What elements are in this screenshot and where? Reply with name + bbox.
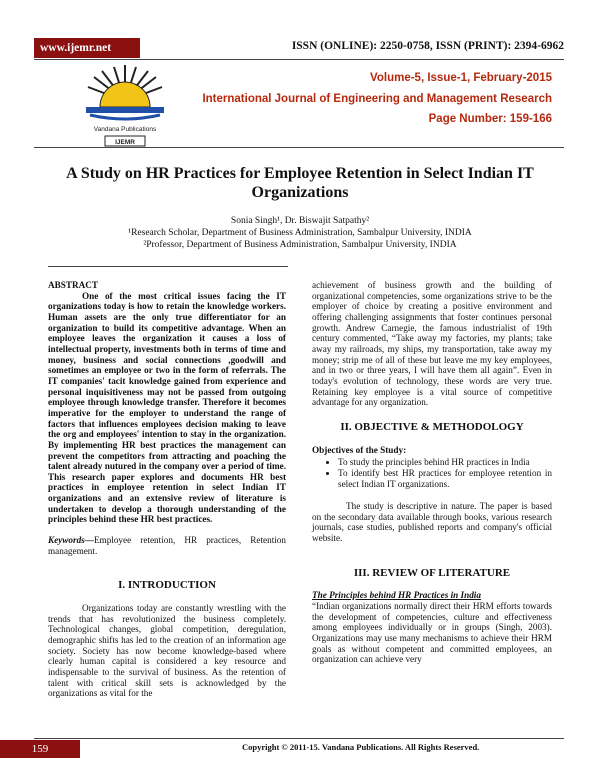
objective-item: • To study the principles behind HR practices in India	[338, 457, 552, 468]
header-rule	[34, 59, 564, 60]
objective-heading: II. OBJECTIVE & METHODOLOGY	[340, 420, 524, 433]
affiliation-2: ²Professor, Department of Business Administration, Sambalpur University, INDIA	[143, 240, 457, 250]
site-url: www.ijemr.net	[34, 38, 140, 58]
issn-text: ISSN (ONLINE): 2250-0758, ISSN (PRINT): 2394-6962	[291, 40, 564, 52]
abstract-body: One of the most critical issues facing the IT organizations today is how to retain the knowledge workers. Human assets are the only true differentiator for an organization to build its competitive advantage. When an employee leaves the organization it causes a loss of intellectual property, investments both in terms of time and money, business and social connections ,goodwill and sometimes an employee or two in the form of referrals. The IT companies' tacit knowledge gained from experience and personal inquisitiveness may not be passed from outgoing employee through knowledge transfer. Therefore it becomes imperative for the employer to understand the range of factors that influences employees decision making to leave the org and employees' intention to stay in the organization. By implementing HR best practices the management can prevent the competitors from attracting and poaching the talent already nutured in the company over a period of time. This research paper explores and documents HR best practices in employee retention in select Indian IT organizations and an extensive review of literature is undertaken to develop a thorough understanding of the principles behind these HR best practices.	[48, 290, 286, 525]
introduction-heading: I. INTRODUCTION	[118, 579, 216, 592]
objective-item: • To identify best HR practices for employee retention in select Indian IT organizations.	[338, 468, 552, 489]
review-subheading: The Principles behind HR Practices in India	[312, 590, 481, 601]
left-column	[48, 280, 286, 699]
objectives-list	[312, 457, 552, 489]
abstract-rule	[48, 266, 288, 267]
abstract-heading: ABSTRACT	[48, 280, 99, 290]
keywords-text: Employee retention, HR practices, Retention management.	[48, 535, 286, 556]
footer-rule	[34, 738, 564, 739]
review-body: “Indian organizations normally direct their HRM efforts towards the development of competencies, culture and effectiveness among employees individually or in groups (Singh, 2003). Organizations may use many mechanisms to achieve their HRM goals as without competent and committed employees, an organization can achieve very	[312, 601, 552, 665]
affiliation-1: ¹Research Scholar, Department of Business Administration, Sambalpur University, INDIA	[128, 228, 472, 238]
copyright-text: Copyright © 2011-15. Vandana Publications. All Rights Reserved.	[242, 742, 480, 752]
methodology-paragraph: The study is descriptive in nature. The paper is based on the secondary data available through books, various research journals, case studies, published reports and company's official website.	[312, 501, 552, 544]
introduction-body: Organizations today are constantly wrestling with the trends that has revolutionized the business completely. Technological changes, global competition, deregulation, demographic shifts has led to the creation of an information age society. Society has now become knowledge-based where clearly human capital is considered a key resource and indispensable to the survival of business. As the retention of talent with critical skill sets is acknowledged by the organizations as vital for the	[48, 603, 286, 699]
right-column	[312, 280, 552, 665]
header-bar	[34, 38, 564, 58]
publisher-logo	[80, 61, 170, 147]
footer-page-number: 159	[0, 740, 80, 758]
logo-text-journal: IJEMR	[115, 139, 135, 146]
paper-title: A Study on HR Practices for Employee Retention in Select Indian IT Organizations	[66, 165, 534, 201]
authors: Sonia Singh¹, Dr. Biswajit Satpathy²	[230, 216, 370, 226]
review-heading: III. REVIEW OF LITERATURE	[353, 566, 511, 579]
sun-logo-icon	[80, 61, 170, 147]
objectives-label: Objectives of the Study:	[312, 444, 407, 455]
keywords-label: Keywords—	[48, 535, 94, 546]
author-block	[60, 215, 540, 251]
right-continuation: achievement of business growth and the building of organizational competencies, some organizations strive to be the employer of choice by creating a positive environment and offering challenging assignments that foster continues personal growth. Andrew Carnegie, the famous industrialist of 19th century commented, “Take away my factories, my plants; take away my railroads, my ships, my transportation, take away my money; strip me of all of these but leave me my key employees, and in two or three years, I will have them all again”. Even in today's evolution of technology, these words are very true. Retaining key employee is a vital source of competitive advantage for any organization.	[312, 280, 552, 408]
journal-name: International Journal of Engineering and Management Research	[202, 93, 552, 105]
keywords-paragraph	[48, 535, 286, 556]
header-bottom-rule	[34, 147, 564, 148]
logo-text-publisher: Vandana Publications	[93, 126, 157, 133]
volume-issue: Volume-5, Issue-1, February-2015	[370, 72, 552, 84]
page-number-range: Page Number: 159-166	[428, 113, 552, 125]
